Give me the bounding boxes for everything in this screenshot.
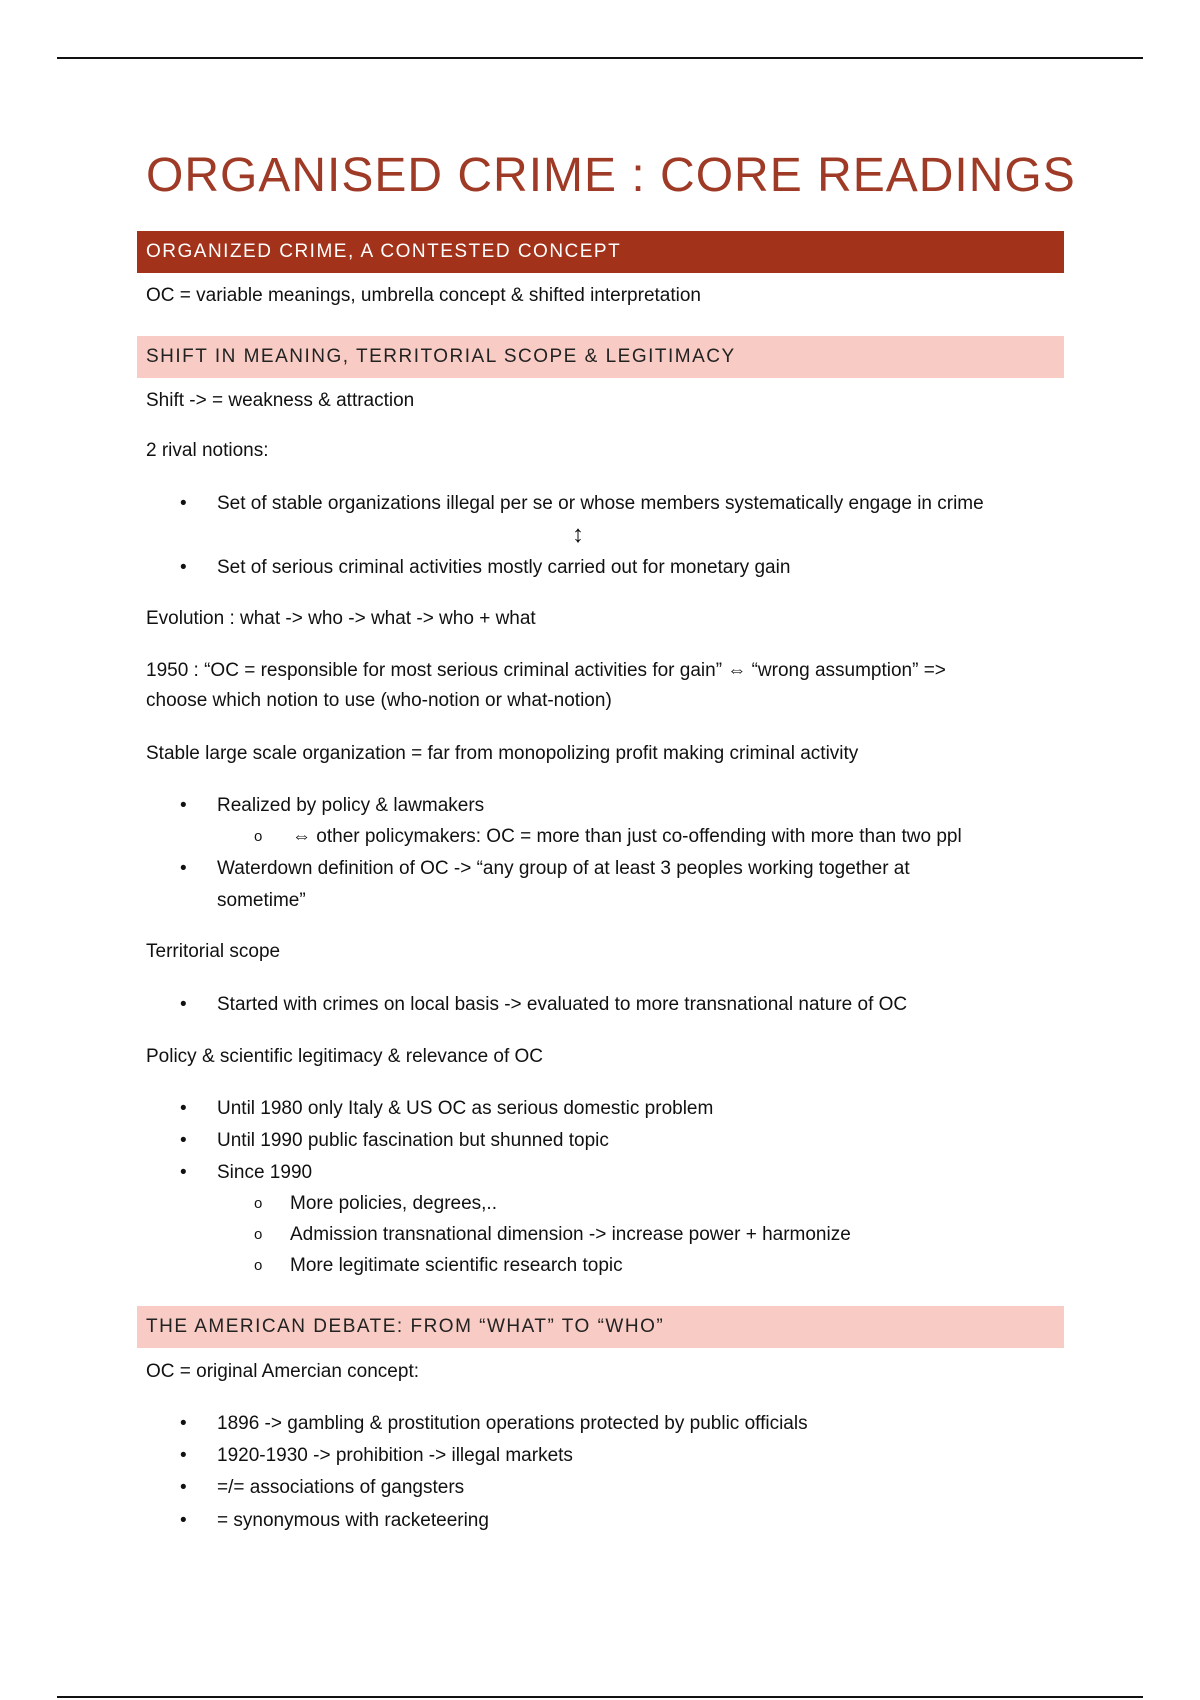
page-title: ORGANISED CRIME : CORE READINGS	[146, 149, 1076, 202]
paragraph-territorial-scope: Territorial scope	[146, 941, 281, 962]
paragraph-american-concept: OC = original Amercian concept:	[146, 1361, 419, 1382]
list-item-notion-1: Set of stable organizations illegal per se or whose members systematically engage in crime	[217, 493, 984, 514]
list-item-local-basis: Started with crimes on local basis -> evaluated to more transnational nature of OC	[217, 994, 908, 1015]
bullet-marker: •	[180, 1510, 187, 1531]
sub-item-more-policies: More policies, degrees,..	[290, 1193, 497, 1214]
section-heading-shift-in-meaning: SHIFT IN MEANING, TERRITORIAL SCOPE & LEGITIMACY	[137, 336, 1064, 378]
list-item-until-1990: Until 1990 public fascination but shunned topic	[217, 1130, 609, 1151]
bullet-marker: •	[180, 795, 187, 816]
sub-item-research-topic: More legitimate scientific research topic	[290, 1255, 623, 1276]
bullet-marker: •	[180, 1477, 187, 1498]
sub-bullet-marker: o	[254, 1257, 263, 1274]
sub-bullet-marker: o	[254, 1195, 263, 1212]
paragraph-oc-meanings: OC = variable meanings, umbrella concept & shifted interpretation	[146, 285, 701, 306]
list-item-waterdown-line-1: Waterdown definition of OC -> “any group of at least 3 peoples working together at	[217, 858, 910, 879]
list-item-1896: 1896 -> gambling & prostitution operations protected by public officials	[217, 1413, 808, 1434]
list-item-1920-1930: 1920-1930 -> prohibition -> illegal markets	[217, 1445, 573, 1466]
paragraph-evolution: Evolution : what -> who -> what -> who + what	[146, 608, 536, 629]
bullet-marker: •	[180, 557, 187, 578]
paragraph-shift: Shift -> = weakness & attraction	[146, 390, 415, 411]
list-item-notion-2: Set of serious criminal activities mostly carried out for monetary gain	[217, 557, 791, 578]
up-down-arrow-icon: ↕	[572, 521, 584, 548]
paragraph-1950-line-1: 1950 : “OC = responsible for most serious criminal activities for gain” ⇔ “wrong assumption” =>	[146, 660, 946, 681]
bullet-marker: •	[180, 1413, 187, 1434]
list-item-gangsters: =/= associations of gangsters	[217, 1477, 465, 1498]
list-item-waterdown-line-2: sometime”	[217, 890, 306, 911]
bullet-marker: •	[180, 1098, 187, 1119]
section-heading-contested-concept: ORGANIZED CRIME, A CONTESTED CONCEPT	[137, 231, 1064, 273]
list-item-racketeering: = synonymous with racketeering	[217, 1510, 489, 1531]
paragraph-stable-organization: Stable large scale organization = far from monopolizing profit making criminal activity	[146, 743, 859, 764]
paragraph-rival-notions: 2 rival notions:	[146, 440, 269, 461]
list-item-until-1980: Until 1980 only Italy & US OC as serious domestic problem	[217, 1098, 714, 1119]
sub-bullet-marker: o	[254, 828, 263, 845]
bullet-marker: •	[180, 493, 187, 514]
sub-bullet-marker: o	[254, 1226, 263, 1243]
list-item-since-1990: Since 1990	[217, 1162, 313, 1183]
bullet-marker: •	[180, 1162, 187, 1183]
bottom-rule	[57, 1696, 1143, 1698]
sub-item-transnational: Admission transnational dimension -> increase power + harmonize	[290, 1224, 851, 1245]
top-rule	[57, 57, 1143, 59]
section-heading-american-debate: THE AMERICAN DEBATE: FROM “WHAT” TO “WHO”	[137, 1306, 1064, 1348]
bullet-marker: •	[180, 1445, 187, 1466]
bullet-marker: •	[180, 858, 187, 879]
paragraph-1950-line-2: choose which notion to use (who-notion or what-notion)	[146, 690, 612, 711]
sub-item-other-policymakers: ⇔ other policymakers: OC = more than just co-offending with more than two ppl	[292, 826, 962, 847]
bullet-marker: •	[180, 994, 187, 1015]
bullet-marker: •	[180, 1130, 187, 1151]
list-item-realized: Realized by policy & lawmakers	[217, 795, 485, 816]
paragraph-policy-legitimacy: Policy & scientific legitimacy & relevance of OC	[146, 1046, 544, 1067]
